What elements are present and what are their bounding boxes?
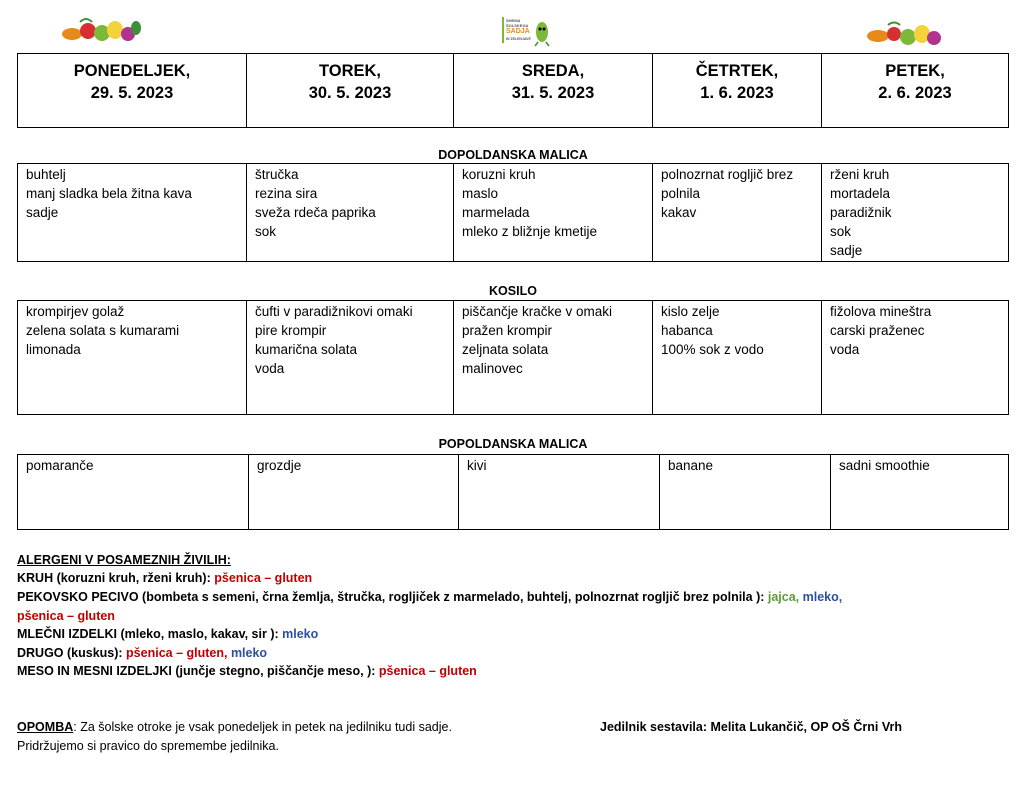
lunch-cell: piščančje kračke v omaki pražen krompir zeljnata solata malinovec [454, 301, 653, 415]
allergens-heading: ALERGENI V POSAMEZNIH ŽIVILIH: [17, 553, 231, 567]
day-header-thursday: ČETRTEK, 1. 6. 2023 [653, 54, 822, 128]
afternoon-snack-title: POPOLDANSKA MALICA [438, 437, 588, 451]
allergen-mlecni: MLEČNI IZDELKI (mleko, maslo, kakav, sir ): mleko [17, 627, 319, 641]
allergen-meso: MESO IN MESNI IZDELJKI (junčje stegno, piščančje meso, ): pšenica – gluten [17, 664, 477, 678]
lunch-table [17, 300, 1009, 415]
footer-author: Jedilnik sestavila: Melita Lukančič, OP OŠ Črni Vrh [600, 720, 902, 734]
logo-text-1: SHEMA [506, 18, 521, 23]
afternoon-cell: sadni smoothie [831, 455, 1009, 530]
vegetables-decoration-left-icon [60, 16, 142, 46]
afternoon-snack-table [17, 454, 1009, 530]
allergen-pecivo: PEKOVSKO PECIVO (bombeta s semeni, črna žemlja, štručka, rogljiček z marmelado, buhtelj, polnozrnat rogljič brez polnila ): jajca, mleko, [17, 590, 843, 604]
vegetables-decoration-right-icon [864, 20, 946, 50]
afternoon-cell: pomaranče [18, 455, 249, 530]
opomba-text: : Za šolske otroke je vsak ponedeljek in petek na jedilniku tudi sadje. [73, 720, 452, 734]
day-header-monday: PONEDELJEK, 29. 5. 2023 [18, 54, 247, 128]
afternoon-cell: kivi [459, 455, 660, 530]
opomba-label: OPOMBA [17, 720, 74, 734]
afternoon-cell: banane [660, 455, 831, 530]
lunch-cell: čufti v paradižnikovi omaki pire krompir kumarična solata voda [247, 301, 454, 415]
morning-cell: polnozrnat rogljič brez polnila kakav [653, 164, 822, 262]
days-header-table [17, 53, 1009, 128]
morning-snack-title: DOPOLDANSKA MALICA [438, 148, 588, 162]
logo-text-4: IN ZELENJAVE [506, 37, 531, 41]
day-header-wednesday: SREDA, 31. 5. 2023 [454, 54, 653, 128]
afternoon-cell: grozdje [249, 455, 459, 530]
logo-text-2: ŠOLSKEGA [506, 23, 529, 28]
school-fruit-scheme-logo [500, 15, 550, 47]
morning-cell: rženi kruh mortadela paradižnik sok sadje [822, 164, 1009, 262]
lunch-cell: kislo zelje habanca 100% sok z vodo [653, 301, 822, 415]
day-header-tuesday: TOREK, 30. 5. 2023 [247, 54, 454, 128]
morning-cell: buhtelj manj sladka bela žitna kava sadje [18, 164, 247, 262]
footer-note [17, 718, 452, 737]
allergen-drugo: DRUGO (kuskus): pšenica – gluten, mleko [17, 646, 268, 660]
lunch-title: KOSILO [489, 284, 537, 298]
allergen-kruh: KRUH (koruzni kruh, rženi kruh): pšenica – gluten [17, 571, 313, 585]
morning-cell: štručka rezina sira sveža rdeča paprika sok [247, 164, 454, 262]
logo-text-3: SADJA [506, 28, 530, 35]
morning-cell: koruzni kruh maslo marmelada mleko z bližnje kmetije [454, 164, 653, 262]
morning-snack-table [17, 163, 1009, 262]
day-header-friday: PETEK, 2. 6. 2023 [822, 54, 1009, 128]
footer-note-line2: Pridržujemo si pravico do spremembe jedilnika. [17, 739, 279, 753]
allergen-pecivo-continued: pšenica – gluten [17, 609, 115, 623]
lunch-cell: krompirjev golaž zelena solata s kumarami limonada [18, 301, 247, 415]
lunch-cell: fižolova mineštra carski praženec voda [822, 301, 1009, 415]
